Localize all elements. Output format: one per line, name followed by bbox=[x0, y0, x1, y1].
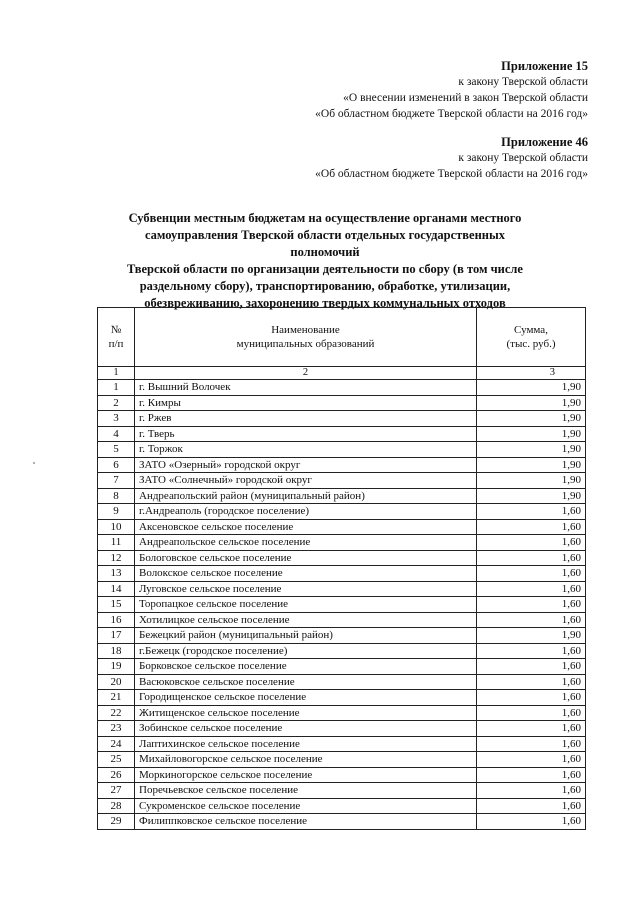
row-number: 24 bbox=[98, 736, 135, 752]
row-name: Луговское сельское поселение bbox=[135, 581, 477, 597]
row-name: Зобинское сельское поселение bbox=[135, 721, 477, 737]
row-number: 3 bbox=[98, 411, 135, 427]
row-name: Торопацкое сельское поселение bbox=[135, 597, 477, 613]
row-sum: 1,90 bbox=[477, 380, 586, 396]
row-sum: 1,60 bbox=[477, 705, 586, 721]
row-name: Хотилицкое сельское поселение bbox=[135, 612, 477, 628]
header-sum bbox=[477, 308, 586, 367]
row-name: Филиппковское сельское поселение bbox=[135, 814, 477, 830]
row-name: Аксеновское сельское поселение bbox=[135, 519, 477, 535]
row-name: г. Тверь bbox=[135, 426, 477, 442]
table-row bbox=[98, 395, 586, 411]
row-number: 5 bbox=[98, 442, 135, 458]
document-title-line-3: Тверской области по организации деятельности по сбору (в том числе bbox=[127, 262, 523, 276]
row-number: 13 bbox=[98, 566, 135, 582]
row-sum: 1,90 bbox=[477, 628, 586, 644]
table-row bbox=[98, 721, 586, 737]
table-row bbox=[98, 814, 586, 830]
row-name: Житищенское сельское поселение bbox=[135, 705, 477, 721]
header-sum-line-1: Сумма, bbox=[514, 324, 548, 336]
subsidy-table bbox=[97, 307, 586, 830]
table-row bbox=[98, 690, 586, 706]
table-row bbox=[98, 736, 586, 752]
row-sum: 1,60 bbox=[477, 519, 586, 535]
row-number: 19 bbox=[98, 659, 135, 675]
row-sum: 1,60 bbox=[477, 674, 586, 690]
row-sum: 1,90 bbox=[477, 442, 586, 458]
row-number: 8 bbox=[98, 488, 135, 504]
row-name: Волокское сельское поселение bbox=[135, 566, 477, 582]
row-number: 26 bbox=[98, 767, 135, 783]
table-row bbox=[98, 783, 586, 799]
row-number: 4 bbox=[98, 426, 135, 442]
row-number: 20 bbox=[98, 674, 135, 690]
row-number: 21 bbox=[98, 690, 135, 706]
row-name: Андреапольское сельское поселение bbox=[135, 535, 477, 551]
row-sum: 1,60 bbox=[477, 535, 586, 551]
row-sum: 1,90 bbox=[477, 411, 586, 427]
column-number-1: 1 bbox=[98, 367, 135, 380]
table-row bbox=[98, 767, 586, 783]
table-row bbox=[98, 457, 586, 473]
row-sum: 1,90 bbox=[477, 426, 586, 442]
row-sum: 1,60 bbox=[477, 736, 586, 752]
row-sum: 1,90 bbox=[477, 488, 586, 504]
row-name: ЗАТО «Озерный» городской округ bbox=[135, 457, 477, 473]
appendix-15-block bbox=[228, 58, 588, 122]
table-row bbox=[98, 426, 586, 442]
appendix-headers bbox=[228, 58, 588, 194]
row-name: Васюковское сельское поселение bbox=[135, 674, 477, 690]
table-row bbox=[98, 473, 586, 489]
row-number: 10 bbox=[98, 519, 135, 535]
row-number: 29 bbox=[98, 814, 135, 830]
row-sum: 1,60 bbox=[477, 643, 586, 659]
row-sum: 1,60 bbox=[477, 814, 586, 830]
appendix-15-line-1: к закону Тверской области bbox=[458, 76, 588, 88]
header-name-line-2: муниципальных образований bbox=[236, 338, 375, 350]
row-number: 14 bbox=[98, 581, 135, 597]
table-row bbox=[98, 442, 586, 458]
row-name: г.Бежецк (городское поселение) bbox=[135, 643, 477, 659]
document-title bbox=[110, 210, 540, 312]
table-row bbox=[98, 566, 586, 582]
row-sum: 1,60 bbox=[477, 550, 586, 566]
row-name: г. Торжок bbox=[135, 442, 477, 458]
table-row bbox=[98, 597, 586, 613]
appendix-46-block bbox=[228, 134, 588, 182]
row-sum: 1,60 bbox=[477, 612, 586, 628]
column-number-2: 2 bbox=[135, 367, 477, 380]
header-number-line-2: п/п bbox=[108, 338, 124, 350]
row-name: г. Вышний Волочек bbox=[135, 380, 477, 396]
row-name: Моркиногорское сельское поселение bbox=[135, 767, 477, 783]
row-name: г.Андреаполь (городское поселение) bbox=[135, 504, 477, 520]
row-sum: 1,60 bbox=[477, 659, 586, 675]
row-number: 23 bbox=[98, 721, 135, 737]
row-name: Сукроменское сельское поселение bbox=[135, 798, 477, 814]
row-name: г. Кимры bbox=[135, 395, 477, 411]
document-title-line-1: Субвенции местным бюджетам на осуществление органами местного bbox=[128, 211, 522, 225]
row-name: ЗАТО «Солнечный» городской округ bbox=[135, 473, 477, 489]
row-number: 9 bbox=[98, 504, 135, 520]
row-name: Лаптихинское сельское поселение bbox=[135, 736, 477, 752]
document-title-line-5: обезвреживанию, захоронению твердых коммунальных отходов bbox=[144, 296, 506, 310]
table-row bbox=[98, 380, 586, 396]
row-sum: 1,60 bbox=[477, 767, 586, 783]
row-sum: 1,60 bbox=[477, 581, 586, 597]
row-number: 17 bbox=[98, 628, 135, 644]
header-number bbox=[98, 308, 135, 367]
row-number: 7 bbox=[98, 473, 135, 489]
table-row bbox=[98, 798, 586, 814]
table-row bbox=[98, 612, 586, 628]
row-sum: 1,60 bbox=[477, 566, 586, 582]
document-title-line-2: самоуправления Тверской области отдельных государственных полномочий bbox=[144, 228, 506, 259]
row-sum: 1,90 bbox=[477, 457, 586, 473]
row-number: 25 bbox=[98, 752, 135, 768]
table-row bbox=[98, 674, 586, 690]
table-row bbox=[98, 519, 586, 535]
row-sum: 1,60 bbox=[477, 690, 586, 706]
row-sum: 1,90 bbox=[477, 473, 586, 489]
row-number: 11 bbox=[98, 535, 135, 551]
header-name bbox=[135, 308, 477, 367]
row-name: Бежецкий район (муниципальный район) bbox=[135, 628, 477, 644]
row-number: 6 bbox=[98, 457, 135, 473]
row-name: Городищенское сельское поселение bbox=[135, 690, 477, 706]
document-title-line-4: раздельному сбору), транспортированию, обработке, утилизации, bbox=[139, 279, 511, 293]
appendix-46-line-1: к закону Тверской области bbox=[458, 152, 588, 164]
row-number: 1 bbox=[98, 380, 135, 396]
row-name: Поречьевское сельское поселение bbox=[135, 783, 477, 799]
row-number: 18 bbox=[98, 643, 135, 659]
header-name-line-1: Наименование bbox=[271, 324, 340, 336]
table-row bbox=[98, 488, 586, 504]
appendix-15-line-2: «О внесении изменений в закон Тверской области bbox=[343, 92, 588, 104]
table-row bbox=[98, 535, 586, 551]
appendix-15-line-3: «Об областном бюджете Тверской области на 2016 год» bbox=[315, 108, 588, 120]
table-row bbox=[98, 550, 586, 566]
row-sum: 1,90 bbox=[477, 395, 586, 411]
table-row bbox=[98, 752, 586, 768]
table-header-row bbox=[98, 308, 586, 367]
row-sum: 1,60 bbox=[477, 504, 586, 520]
row-sum: 1,60 bbox=[477, 798, 586, 814]
row-name: г. Ржев bbox=[135, 411, 477, 427]
row-sum: 1,60 bbox=[477, 721, 586, 737]
table-row bbox=[98, 411, 586, 427]
row-number: 15 bbox=[98, 597, 135, 613]
row-number: 12 bbox=[98, 550, 135, 566]
row-name: Андреапольский район (муниципальный район) bbox=[135, 488, 477, 504]
table-row bbox=[98, 504, 586, 520]
column-number-3: 3 bbox=[477, 367, 586, 380]
row-number: 22 bbox=[98, 705, 135, 721]
row-name: Бологовское сельское поселение bbox=[135, 550, 477, 566]
row-name: Борковское сельское поселение bbox=[135, 659, 477, 675]
row-sum: 1,60 bbox=[477, 783, 586, 799]
table-row bbox=[98, 705, 586, 721]
header-sum-line-2: (тыс. руб.) bbox=[506, 338, 556, 350]
table-row bbox=[98, 581, 586, 597]
column-number-row bbox=[98, 367, 586, 380]
scan-speck bbox=[33, 462, 35, 464]
appendix-46-line-2: «Об областном бюджете Тверской области на 2016 год» bbox=[315, 168, 588, 180]
row-number: 16 bbox=[98, 612, 135, 628]
appendix-15-title: Приложение 15 bbox=[501, 59, 588, 73]
table-row bbox=[98, 628, 586, 644]
row-name: Михайловогорское сельское поселение bbox=[135, 752, 477, 768]
row-number: 27 bbox=[98, 783, 135, 799]
row-sum: 1,60 bbox=[477, 752, 586, 768]
row-sum: 1,60 bbox=[477, 597, 586, 613]
row-number: 28 bbox=[98, 798, 135, 814]
row-number: 2 bbox=[98, 395, 135, 411]
table-row bbox=[98, 643, 586, 659]
appendix-46-title: Приложение 46 bbox=[501, 135, 588, 149]
table-row bbox=[98, 659, 586, 675]
header-number-line-1: № bbox=[110, 324, 122, 336]
